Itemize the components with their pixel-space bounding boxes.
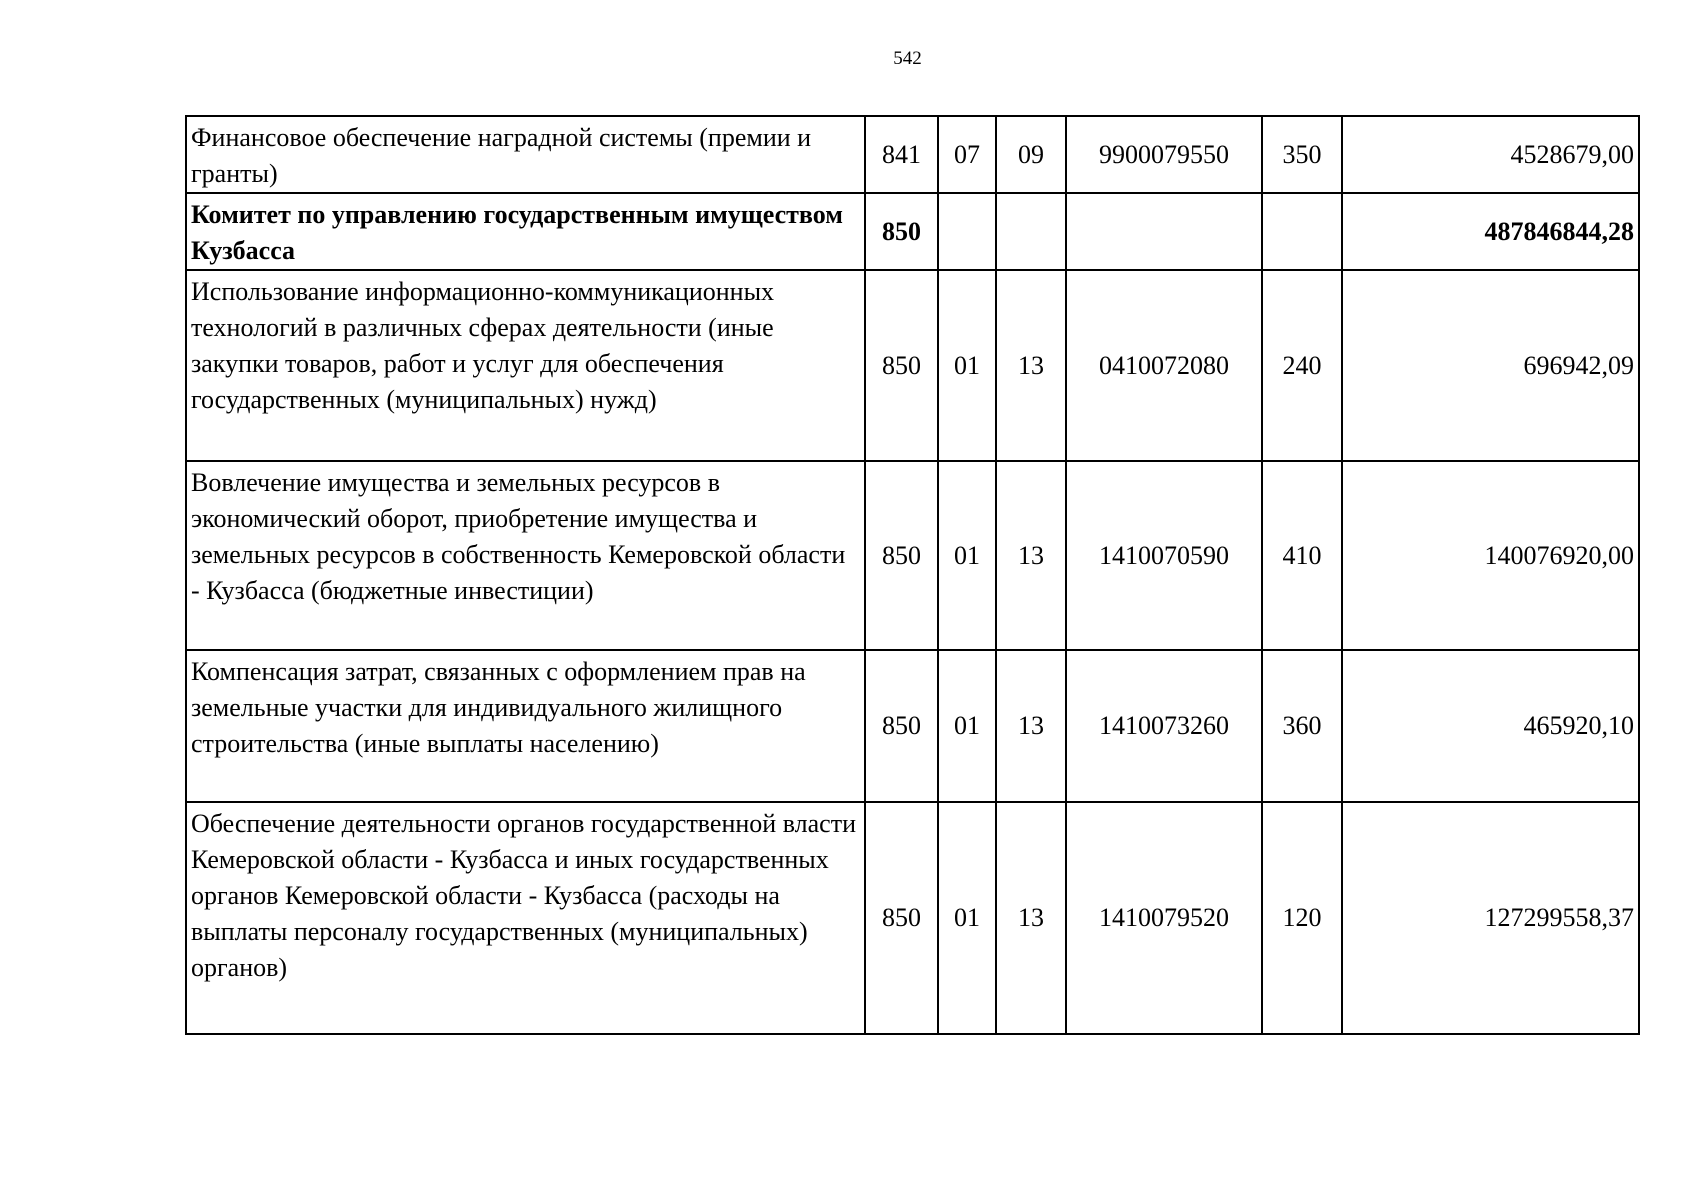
row-description: Использование информационно-коммуникационных технологий в различных сферах деятельности (иные закупки товаров, работ и услуг для обеспечения государственных (муниципальных) нужд) (186, 270, 865, 461)
target-article-code: 1410073260 (1066, 650, 1262, 802)
ministry-code: 841 (865, 116, 938, 193)
ministry-code: 850 (865, 193, 938, 270)
target-article-code: 1410070590 (1066, 461, 1262, 650)
ministry-code: 850 (865, 461, 938, 650)
row-description: Обеспечение деятельности органов государственной власти Кемеровской области - Кузбасса и иных государственных органов Кемеровской области - Кузбасса (расходы на выплаты персоналу государственных (муниципальных) органов) (186, 802, 865, 1034)
row-amount: 465920,10 (1342, 650, 1639, 802)
expense-type-code: 360 (1262, 650, 1342, 802)
table-row (186, 270, 1639, 461)
expense-type-code: 120 (1262, 802, 1342, 1034)
row-description: Компенсация затрат, связанных с оформлением прав на земельные участки для индивидуального жилищного строительства (иные выплаты населению) (186, 650, 865, 802)
subsection-code: 09 (996, 116, 1066, 193)
ministry-code: 850 (865, 650, 938, 802)
target-article-code (1066, 193, 1262, 270)
row-amount: 140076920,00 (1342, 461, 1639, 650)
expense-type-code: 240 (1262, 270, 1342, 461)
table-row (186, 802, 1639, 1034)
section-code (938, 193, 996, 270)
table-row (186, 193, 1639, 270)
row-description: Финансовое обеспечение наградной системы (премии и гранты) (186, 116, 865, 193)
section-code: 07 (938, 116, 996, 193)
ministry-code: 850 (865, 802, 938, 1034)
page-number: 542 (893, 48, 922, 69)
subsection-code: 13 (996, 650, 1066, 802)
expense-type-code: 410 (1262, 461, 1342, 650)
row-description: Комитет по управлению государственным имуществом Кузбасса (186, 193, 865, 270)
row-amount: 487846844,28 (1342, 193, 1639, 270)
table-row (186, 461, 1639, 650)
table-row (186, 116, 1639, 193)
expense-type-code (1262, 193, 1342, 270)
target-article-code: 9900079550 (1066, 116, 1262, 193)
row-amount: 4528679,00 (1342, 116, 1639, 193)
section-code: 01 (938, 461, 996, 650)
subsection-code: 13 (996, 461, 1066, 650)
target-article-code: 0410072080 (1066, 270, 1262, 461)
row-amount: 696942,09 (1342, 270, 1639, 461)
section-code: 01 (938, 650, 996, 802)
subsection-code: 13 (996, 270, 1066, 461)
ministry-code: 850 (865, 270, 938, 461)
table-row (186, 650, 1639, 802)
subsection-code: 13 (996, 802, 1066, 1034)
target-article-code: 1410079520 (1066, 802, 1262, 1034)
section-code: 01 (938, 802, 996, 1034)
section-code: 01 (938, 270, 996, 461)
expense-type-code: 350 (1262, 116, 1342, 193)
budget-table (185, 115, 1640, 1035)
row-amount: 127299558,37 (1342, 802, 1639, 1034)
row-description: Вовлечение имущества и земельных ресурсов в экономический оборот, приобретение имущества и земельных ресурсов в собственность Кемеровской области - Кузбасса (бюджетные инвестиции) (186, 461, 865, 650)
subsection-code (996, 193, 1066, 270)
